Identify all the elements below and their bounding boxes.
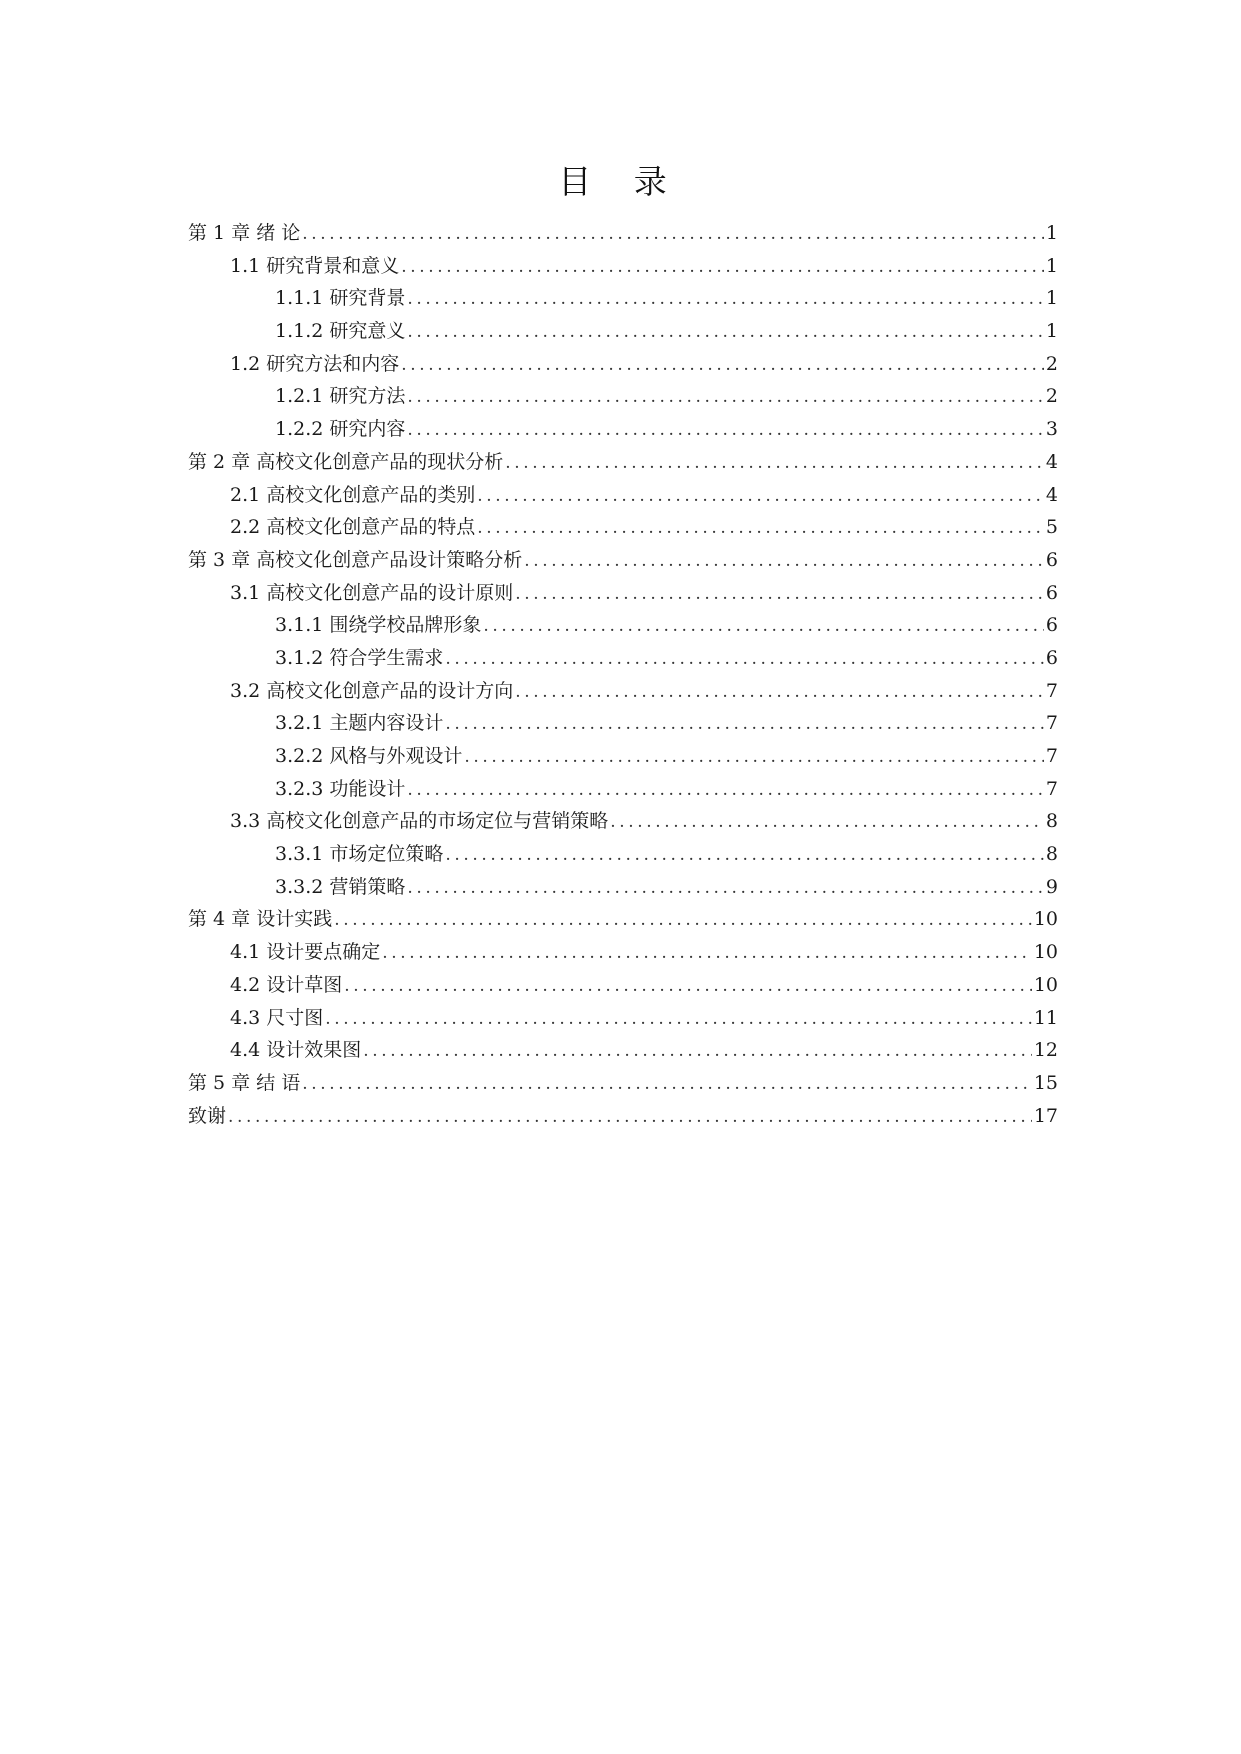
dot-leader — [477, 480, 1044, 513]
dot-leader — [401, 349, 1044, 382]
toc-entry-title: 1.1.2 研究意义 — [275, 320, 406, 343]
toc-entry-title: 3.3.2 营销策略 — [275, 875, 406, 898]
toc-page-number: 6 — [1045, 581, 1058, 604]
toc-page-number: 4 — [1045, 450, 1058, 473]
toc-entry-chapter-4[interactable] — [188, 903, 1058, 936]
dot-leader — [401, 251, 1044, 284]
toc-entry-chapter-1[interactable] — [188, 217, 1058, 250]
dot-leader — [302, 218, 1044, 251]
dot-leader — [445, 643, 1044, 676]
toc-entry-3-2-1[interactable] — [188, 707, 1058, 740]
toc-page-number: 10 — [1033, 908, 1058, 931]
toc-entry-3-1-1[interactable] — [188, 609, 1058, 642]
toc-entry-title: 2.2 高校文化创意产品的特点 — [230, 516, 476, 539]
toc-entry-title: 3.2.2 风格与外观设计 — [275, 745, 463, 767]
toc-page-number: 1 — [1045, 222, 1058, 244]
page-title: 目 录 — [558, 162, 683, 201]
toc-entry-title: 4.3 尺寸图 — [230, 1006, 324, 1029]
dot-leader — [325, 1003, 1032, 1036]
toc-page-number: 4 — [1045, 483, 1058, 506]
toc-page-number: 7 — [1045, 712, 1058, 735]
toc-page-number: 2 — [1045, 352, 1058, 375]
toc-entry-title: 1.1 研究背景和意义 — [230, 254, 400, 277]
toc-page-number: 7 — [1045, 745, 1058, 767]
dot-leader — [610, 806, 1044, 839]
toc-page-number: 1 — [1045, 287, 1058, 310]
dot-leader — [363, 1035, 1032, 1068]
toc-entry-title: 第 3 章 高校文化创意产品设计策略分析 — [188, 548, 523, 571]
toc-entry-title: 3.1.2 符合学生需求 — [275, 646, 444, 669]
dot-leader — [302, 1068, 1032, 1101]
dot-leader — [445, 839, 1044, 872]
toc-entry-chapter-3[interactable] — [188, 544, 1058, 577]
toc-page-number: 3 — [1045, 418, 1058, 441]
toc-entry-title: 2.1 高校文化创意产品的类别 — [230, 483, 476, 506]
toc-entry-title: 3.2.1 主题内容设计 — [275, 712, 444, 735]
toc-page-number: 1 — [1045, 254, 1058, 277]
dot-leader — [407, 774, 1044, 807]
toc-entry-chapter-5[interactable] — [188, 1067, 1058, 1100]
toc-page-number: 2 — [1045, 385, 1058, 408]
toc-entry-3-2-3[interactable] — [188, 773, 1058, 806]
table-of-contents — [188, 217, 1058, 1132]
toc-page-number: 5 — [1045, 516, 1058, 539]
toc-entry-1-2-2[interactable] — [188, 413, 1058, 446]
toc-page-number: 1 — [1045, 320, 1058, 343]
toc-entry-3-3[interactable] — [188, 805, 1058, 838]
toc-entry-3-2-2[interactable] — [188, 740, 1058, 773]
dot-leader — [515, 676, 1044, 709]
toc-entry-title: 1.1.1 研究背景 — [275, 287, 406, 310]
dot-leader — [407, 872, 1044, 905]
dot-leader — [334, 904, 1032, 937]
dot-leader — [228, 1101, 1032, 1134]
toc-entry-title: 1.2.1 研究方法 — [275, 385, 406, 408]
dot-leader — [407, 316, 1044, 349]
toc-page-number: 17 — [1033, 1104, 1058, 1127]
toc-entry-title: 4.4 设计效果图 — [230, 1039, 362, 1062]
toc-page-number: 6 — [1045, 614, 1058, 637]
toc-entry-title: 第 4 章 设计实践 — [188, 908, 333, 931]
dot-leader — [407, 283, 1044, 316]
toc-entry-3-2[interactable] — [188, 675, 1058, 708]
toc-page-number: 10 — [1033, 973, 1058, 996]
dot-leader — [407, 381, 1044, 414]
toc-entry-3-3-1[interactable] — [188, 838, 1058, 871]
toc-entry-4-1[interactable] — [188, 936, 1058, 969]
toc-entry-1-1[interactable] — [188, 250, 1058, 283]
toc-entry-title: 3.2 高校文化创意产品的设计方向 — [230, 679, 514, 702]
dot-leader — [524, 545, 1044, 578]
dot-leader — [407, 414, 1044, 447]
toc-entry-4-2[interactable] — [188, 969, 1058, 1002]
toc-entry-title: 第 1 章 绪 论 — [188, 222, 301, 244]
toc-page-number: 11 — [1033, 1006, 1058, 1029]
toc-entry-1-2-1[interactable] — [188, 380, 1058, 413]
toc-page-number: 7 — [1045, 777, 1058, 800]
toc-entry-chapter-2[interactable] — [188, 446, 1058, 479]
dot-leader — [445, 708, 1044, 741]
toc-entry-title: 3.1.1 围绕学校品牌形象 — [275, 614, 482, 637]
dot-leader — [382, 937, 1032, 970]
dot-leader — [515, 578, 1044, 611]
toc-entry-1-1-1[interactable] — [188, 282, 1058, 315]
toc-entry-title: 4.2 设计草图 — [230, 973, 343, 996]
toc-page-number: 10 — [1033, 941, 1058, 964]
toc-entry-4-3[interactable] — [188, 1002, 1058, 1035]
toc-entry-title: 3.3 高校文化创意产品的市场定位与营销策略 — [230, 810, 609, 833]
toc-entry-title: 1.2 研究方法和内容 — [230, 352, 400, 375]
toc-entry-title: 第 5 章 结 语 — [188, 1071, 301, 1094]
toc-entry-2-1[interactable] — [188, 479, 1058, 512]
toc-page-number: 6 — [1045, 548, 1058, 571]
toc-entry-3-1[interactable] — [188, 577, 1058, 610]
toc-entry-title: 致谢 — [188, 1104, 227, 1127]
dot-leader — [505, 447, 1044, 480]
toc-page-number: 9 — [1045, 875, 1058, 898]
toc-entry-2-2[interactable] — [188, 511, 1058, 544]
toc-entry-4-4[interactable] — [188, 1034, 1058, 1067]
toc-entry-title: 4.1 设计要点确定 — [230, 941, 381, 964]
toc-entry-title: 1.2.2 研究内容 — [275, 418, 406, 441]
toc-page-number: 7 — [1045, 679, 1058, 702]
toc-entry-title: 3.3.1 市场定位策略 — [275, 843, 444, 866]
toc-entry-title: 3.2.3 功能设计 — [275, 777, 406, 800]
toc-page-number: 8 — [1045, 810, 1058, 833]
dot-leader — [483, 610, 1044, 643]
toc-entry-3-3-2[interactable] — [188, 871, 1058, 904]
toc-page-number: 12 — [1033, 1039, 1058, 1062]
toc-entry-title: 3.1 高校文化创意产品的设计原则 — [230, 581, 514, 604]
toc-page-number: 6 — [1045, 646, 1058, 669]
toc-page-number: 8 — [1045, 843, 1058, 866]
dot-leader — [344, 970, 1032, 1003]
toc-entry-1-2[interactable] — [188, 348, 1058, 381]
toc-entry-acknowledgements[interactable] — [188, 1100, 1058, 1133]
dot-leader — [477, 512, 1044, 545]
toc-page-number: 15 — [1033, 1071, 1058, 1094]
dot-leader — [464, 741, 1044, 774]
toc-entry-title: 第 2 章 高校文化创意产品的现状分析 — [188, 450, 504, 473]
toc-entry-1-1-2[interactable] — [188, 315, 1058, 348]
toc-entry-3-1-2[interactable] — [188, 642, 1058, 675]
